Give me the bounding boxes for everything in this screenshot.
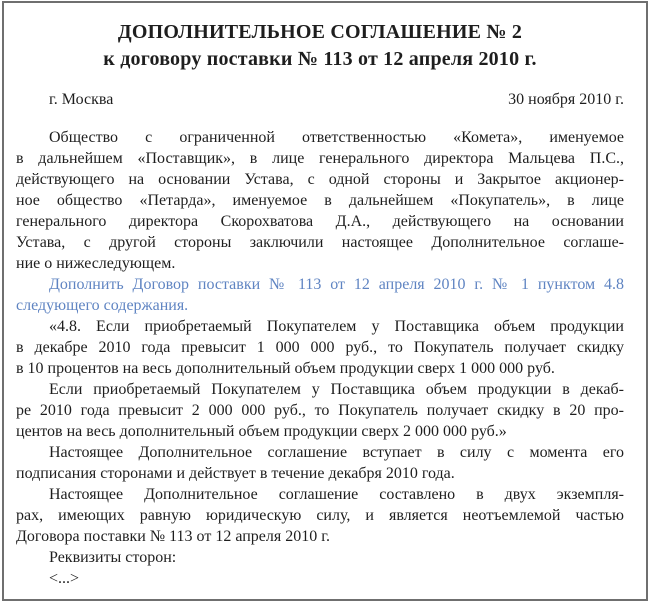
paragraph-line: Настоящее Дополнительное соглашение составлено в двух экземпля- bbox=[49, 486, 624, 503]
paragraph bbox=[16, 547, 624, 568]
place-label: г. Москва bbox=[49, 91, 114, 108]
paragraph bbox=[16, 316, 624, 379]
paragraph-line: в 10 процентов на весь дополнительный объем продукции сверх 1 000 000 руб. bbox=[16, 360, 555, 377]
amendment-instruction-paragraph bbox=[16, 274, 624, 316]
paragraph-line: ное общество «Петарда», именуемое в дальнейшем «Покупатель», в лице bbox=[16, 192, 624, 209]
paragraph-line: Если приобретаемый Покупателем у Поставщика объем продукции в декаб- bbox=[49, 381, 624, 398]
paragraph-line: «4.8. Если приобретаемый Покупателем у Поставщика объем продукции bbox=[49, 318, 624, 335]
document-title bbox=[16, 19, 624, 73]
paragraph bbox=[16, 379, 624, 442]
document-title-line1: ДОПОЛНИТЕЛЬНОЕ СОГЛАШЕНИЕ № 2 bbox=[117, 21, 523, 43]
paragraph-line: Настоящее Дополнительное соглашение вступает в силу с момента его bbox=[49, 444, 624, 461]
document-title-line2: к договору поставки № 113 от 12 апреля 2010 г. bbox=[103, 48, 537, 70]
paragraph-line: центов на весь дополнительный объем продукции сверх 2 000 000 руб.» bbox=[16, 423, 507, 440]
paragraph bbox=[16, 442, 624, 484]
paragraph bbox=[16, 127, 624, 274]
paragraph bbox=[16, 568, 624, 589]
paragraph-line: подписания сторонами и действует в течение декабря 2010 года. bbox=[16, 465, 455, 482]
paragraph-line: <...> bbox=[49, 570, 80, 587]
paragraph-line: ние о нижеследующем. bbox=[16, 255, 176, 272]
paragraph-line: генерального директора Скорохватова Д.А., действующего на основании bbox=[16, 213, 624, 230]
paragraph bbox=[16, 484, 624, 547]
paragraph-line: ре 2010 года превысит 2 000 000 руб., то Покупатель получает скидку в 20 про- bbox=[16, 402, 624, 419]
paragraph-line: Дополнить Договор поставки № 113 от 12 апреля 2010 г. № 1 пунктом 4.8 bbox=[49, 276, 624, 293]
place-date-row bbox=[16, 89, 624, 110]
paragraph-line: Договора поставки № 113 от 12 апреля 2010 г. bbox=[16, 528, 330, 545]
date-label: 30 ноября 2010 г. bbox=[508, 91, 624, 108]
paragraph-line: Устава, с другой стороны заключили настоящее Дополнительное соглаше- bbox=[16, 234, 624, 251]
paragraph-line: в дальнейшем «Поставщик», в лице генерального директора Мальцева П.С., bbox=[16, 150, 624, 167]
paragraph-line: следующего содержания. bbox=[16, 297, 189, 314]
paragraph-line: Реквизиты сторон: bbox=[49, 549, 177, 566]
paragraph-line: в декабре 2010 года превысит 1 000 000 руб., то Покупатель получает скидку bbox=[16, 339, 624, 356]
document-body bbox=[16, 127, 624, 589]
paragraph-line: рах, имеющих равную юридическую силу, и является неотъемлемой частью bbox=[16, 507, 624, 524]
page-content bbox=[2, 1, 648, 601]
paragraph-line: Общество с ограниченной ответственностью «Комета», именуемое bbox=[49, 129, 624, 146]
paragraph-line: действующего на основании Устава, с одной стороны и Закрытое акционер- bbox=[16, 171, 624, 188]
